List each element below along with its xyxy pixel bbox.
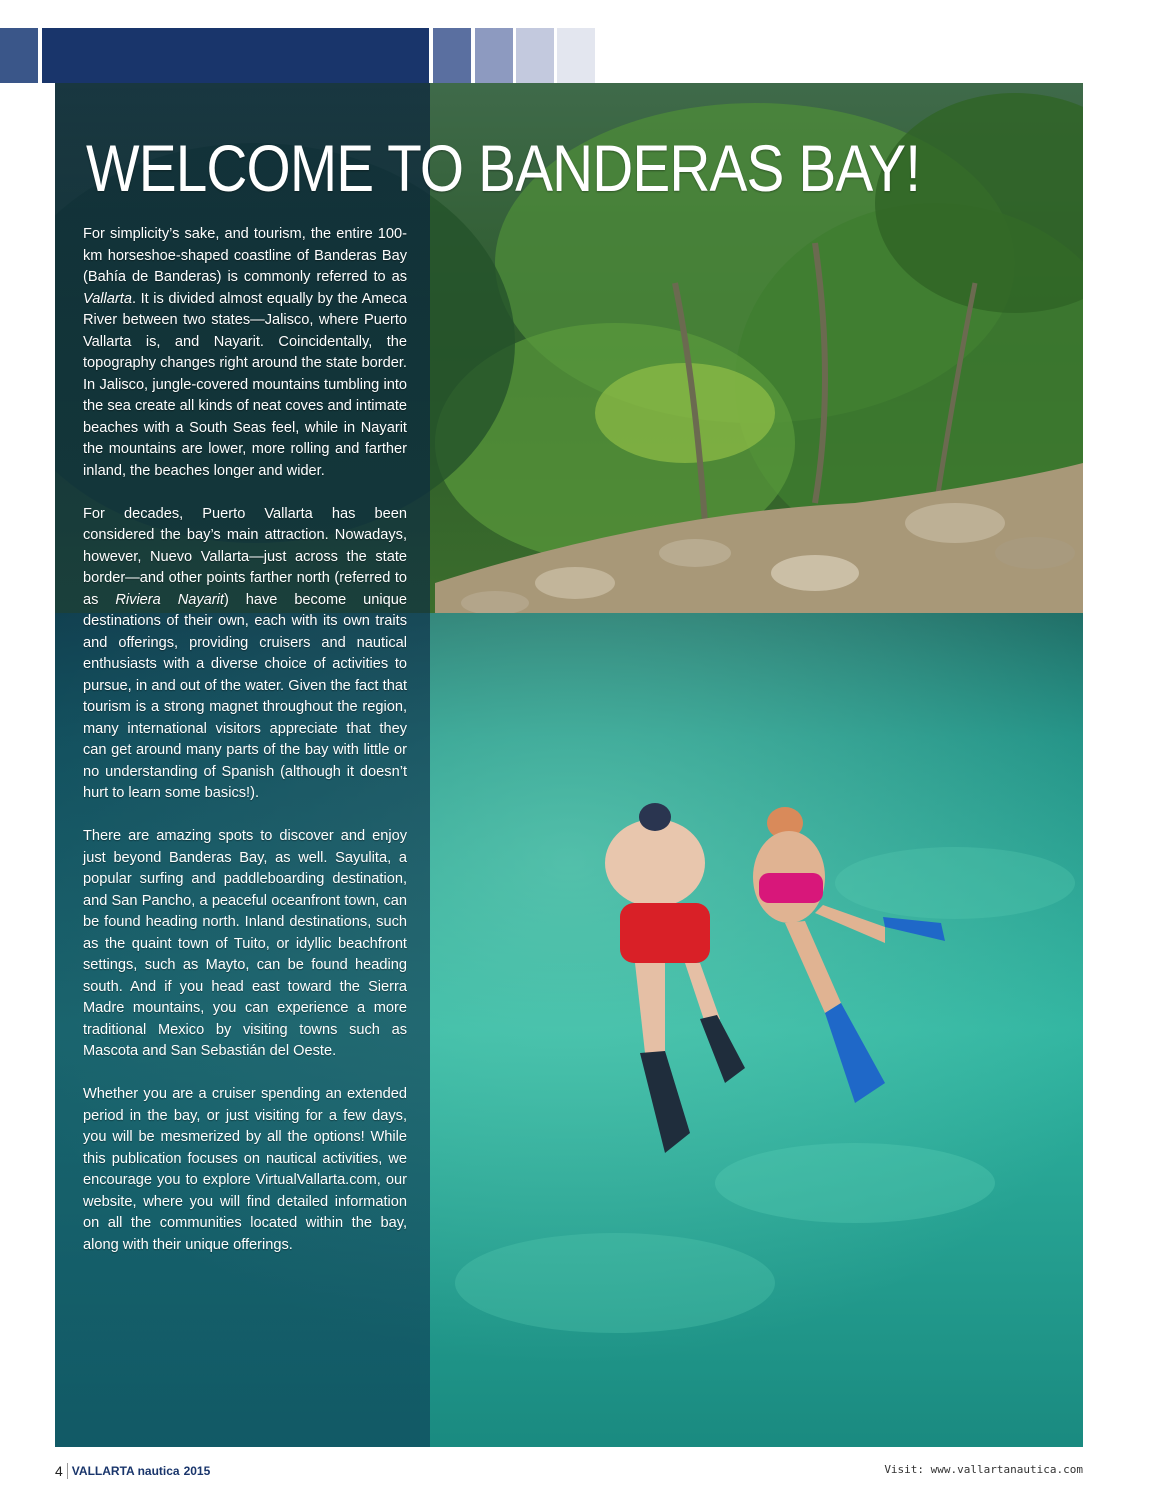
paragraph-text: . It is divided almost equally by the Ameca River between two states—Jalisco, where Puerto Vallarta is, and Nayarit. Coincidentally, the topography changes right around the state border. In Jalisco, jungle-covered mountains tumbling into the sea create all kinds of neat coves and intimate beaches with a South Seas feel, while in Nayarit the mountains are lower, more rolling and farther inland, the beaches longer and wider. [83,290,407,479]
page-number: 4 [55,1463,63,1479]
emphasis-text: Riviera Nayarit [115,591,224,608]
footer-publication [55,1461,210,1481]
rock [771,555,859,591]
footer-website: Visit: www.vallartanautica.com [884,1463,1083,1476]
header-band-block [557,28,595,83]
foliage [595,363,775,463]
paragraph-text: For simplicity’s sake, and tourism, the entire 100-km horseshoe-shaped coastline of Banderas Bay (Bahía de Banderas) is commonly referred to as [83,226,407,285]
rock [995,537,1075,569]
paragraph-text: ) have become unique destinations of their own, each with its own traits and offerings, providing cruisers and nautical enthusiasts with a diverse choice of activities to pursue, in and out of the water. Given the fact that tourism is a strong magnet throughout the region, many international visitors appreciate that they can get around many parts of the bay with little or no understanding of Spanish (although it doesn’t hurt to learn some basics!). [83,591,407,801]
header-band-block [475,28,513,83]
rock [905,503,1005,543]
page-title: WELCOME TO BANDERAS BAY! [86,131,921,205]
emphasis-text: Vallarta [83,290,132,307]
water-ripple [715,1143,995,1223]
rock [461,591,529,615]
header-band-block [516,28,554,83]
publication-name: VALLARTA nautica [71,1464,180,1478]
article-body [83,224,407,1278]
publication-year: 2015 [183,1464,211,1478]
article-paragraph [83,224,407,482]
rock [659,539,731,567]
paragraph-text: For decades, Puerto Vallarta has been considered the bay’s main attraction. Nowadays, however, Nuevo Vallarta—just across the state border—and other points farther north (referred to as [83,505,407,608]
article-paragraph: There are amazing spots to discover and enjoy just beyond Banderas Bay, as well. Sayulita, a popular surfing and paddleboarding destination, and San Pancho, a peaceful oceanfront town, can be found heading north. Inland destinations, such as the quaint town of Tuito, or idyllic beachfront settings, such as Mayto, can be found heading south. And if you head east toward the Sierra Madre mountains, you can experience a more traditional Mexico by visiting towns such as Mascota and San Sebastián del Oeste. [83,828,407,1059]
footer-divider [67,1463,68,1479]
header-band-block [433,28,471,83]
water-ripple [455,1233,775,1333]
header-band-main [42,28,429,83]
rock [535,567,615,599]
article-paragraph: Whether you are a cruiser spending an extended period in the bay, or just visiting for a few days, you will be mesmerized by all the options! While this publication focuses on nautical activities, we encourage you to explore VirtualVallarta.com, our website, where you will find detailed information on all the communities located within the bay, along with their unique offerings. [83,1086,407,1253]
header-band-block [0,28,38,83]
water-ripple [835,847,1075,919]
article-paragraph [83,504,407,805]
